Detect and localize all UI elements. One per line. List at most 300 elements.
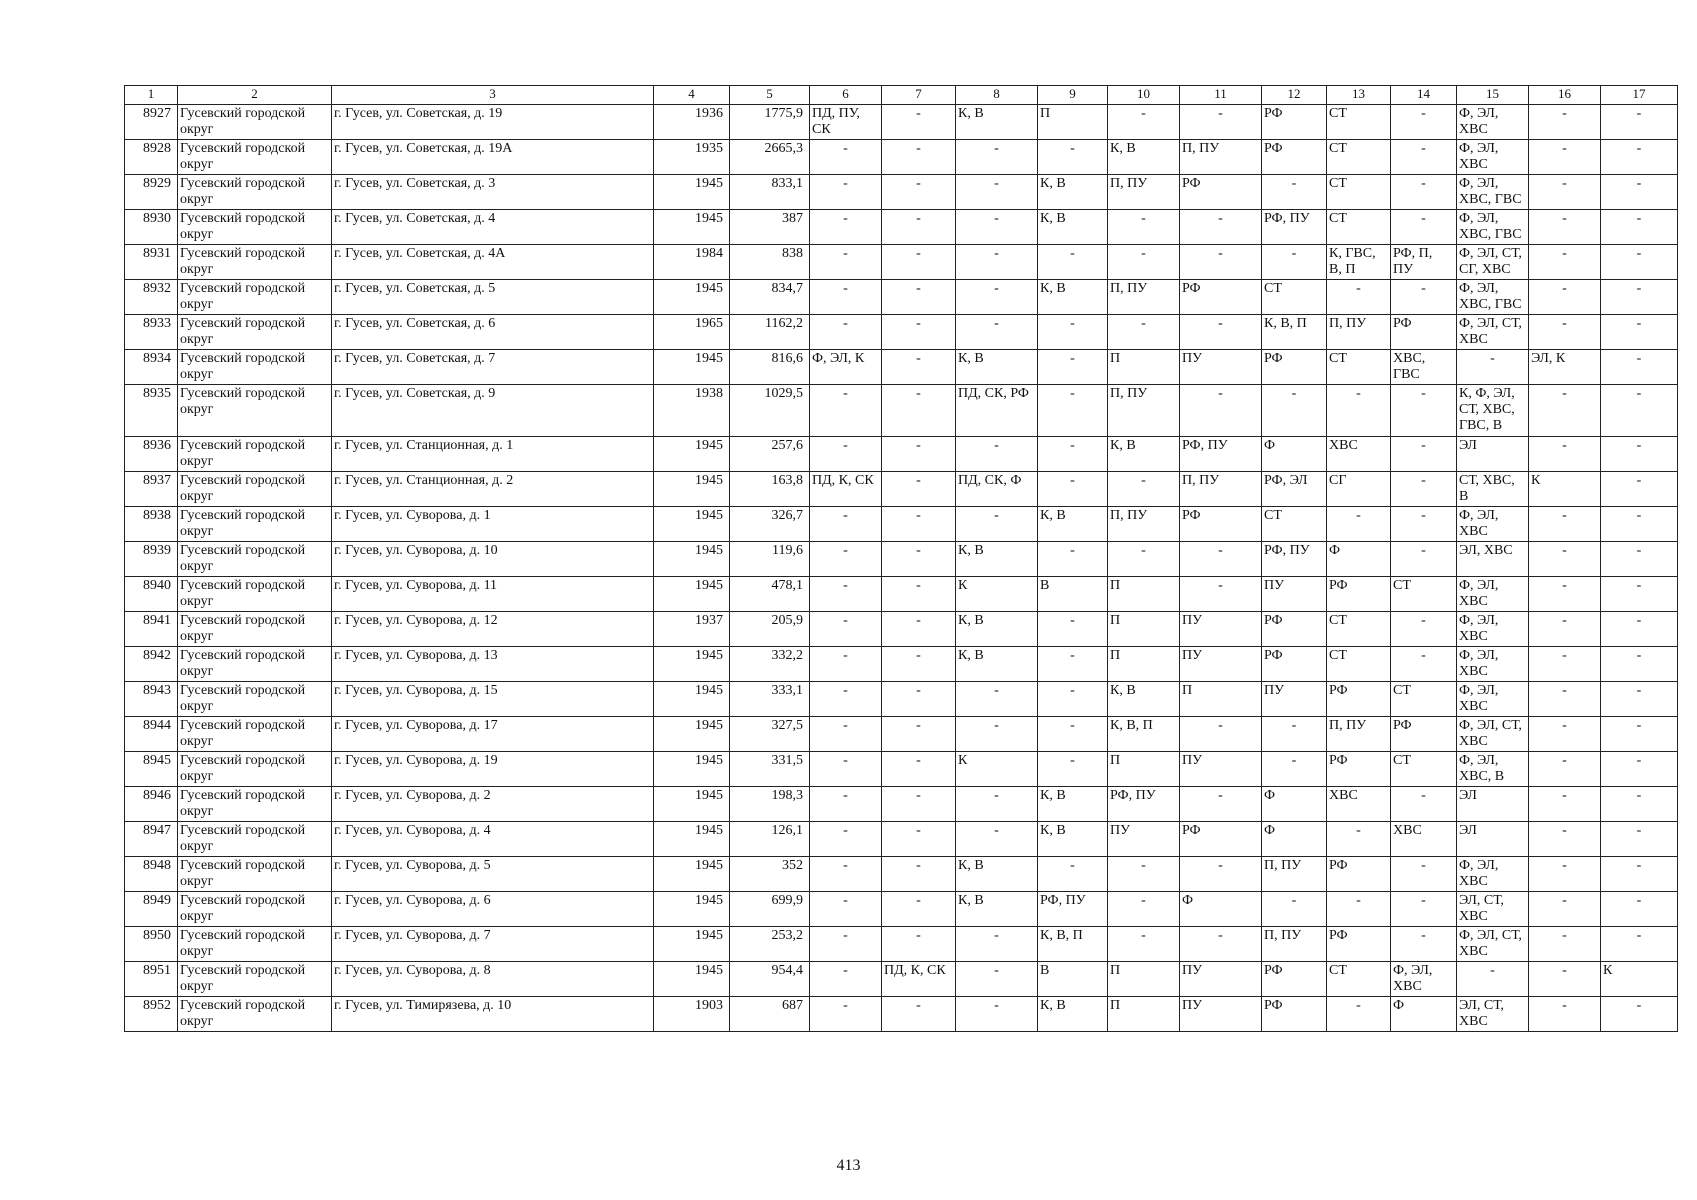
cell-district: Гусевский городской округ: [178, 245, 332, 280]
column-header-5: 5: [730, 86, 810, 105]
cell-col-15: ЭЛ: [1457, 787, 1529, 822]
cell-district: Гусевский городской округ: [178, 752, 332, 787]
cell-area: 954,4: [730, 962, 810, 997]
cell-col-8: К, В: [956, 350, 1038, 385]
cell-year-built: 1945: [654, 472, 730, 507]
cell-col-16: -: [1529, 682, 1601, 717]
cell-row-number: 8935: [125, 385, 178, 437]
cell-col-14: -: [1391, 787, 1457, 822]
cell-col-11: -: [1180, 542, 1262, 577]
cell-col-11: ПУ: [1180, 962, 1262, 997]
cell-col-14: РФ: [1391, 717, 1457, 752]
cell-address: г. Гусев, ул. Суворова, д. 17: [332, 717, 654, 752]
cell-year-built: 1945: [654, 752, 730, 787]
column-header-9: 9: [1038, 86, 1108, 105]
cell-col-15: Ф, ЭЛ, ХВС: [1457, 857, 1529, 892]
cell-col-17: -: [1601, 245, 1678, 280]
cell-col-10: К, В: [1108, 437, 1180, 472]
cell-year-built: 1965: [654, 315, 730, 350]
cell-col-12: -: [1262, 892, 1327, 927]
cell-year-built: 1945: [654, 682, 730, 717]
cell-area: 205,9: [730, 612, 810, 647]
cell-col-13: -: [1327, 997, 1391, 1032]
cell-col-7: -: [882, 927, 956, 962]
column-header-12: 12: [1262, 86, 1327, 105]
cell-year-built: 1945: [654, 350, 730, 385]
table-row: [125, 175, 1678, 210]
cell-col-12: РФ: [1262, 350, 1327, 385]
cell-col-8: -: [956, 437, 1038, 472]
cell-address: г. Гусев, ул. Суворова, д. 19: [332, 752, 654, 787]
cell-col-13: -: [1327, 385, 1391, 437]
cell-row-number: 8931: [125, 245, 178, 280]
cell-col-17: -: [1601, 315, 1678, 350]
cell-col-14: ХВС: [1391, 822, 1457, 857]
cell-district: Гусевский городской округ: [178, 717, 332, 752]
cell-col-7: -: [882, 315, 956, 350]
cell-col-9: -: [1038, 682, 1108, 717]
cell-col-7: -: [882, 437, 956, 472]
cell-row-number: 8944: [125, 717, 178, 752]
cell-col-15: Ф, ЭЛ, ХВС, ГВС: [1457, 175, 1529, 210]
cell-year-built: 1945: [654, 280, 730, 315]
cell-row-number: 8940: [125, 577, 178, 612]
cell-col-15: Ф, ЭЛ, СТ, ХВС: [1457, 315, 1529, 350]
cell-row-number: 8936: [125, 437, 178, 472]
cell-col-12: -: [1262, 175, 1327, 210]
cell-col-11: -: [1180, 385, 1262, 437]
cell-district: Гусевский городской округ: [178, 210, 332, 245]
cell-col-6: -: [810, 437, 882, 472]
cell-col-13: ХВС: [1327, 437, 1391, 472]
cell-col-14: СТ: [1391, 682, 1457, 717]
cell-col-10: П, ПУ: [1108, 175, 1180, 210]
cell-col-6: -: [810, 997, 882, 1032]
cell-col-8: -: [956, 140, 1038, 175]
cell-col-10: П: [1108, 350, 1180, 385]
cell-col-7: -: [882, 647, 956, 682]
cell-col-17: -: [1601, 280, 1678, 315]
cell-col-12: РФ: [1262, 962, 1327, 997]
cell-col-13: СТ: [1327, 210, 1391, 245]
cell-col-6: -: [810, 822, 882, 857]
cell-col-11: П: [1180, 682, 1262, 717]
cell-address: г. Гусев, ул. Суворова, д. 12: [332, 612, 654, 647]
cell-col-6: -: [810, 717, 882, 752]
cell-col-14: Ф: [1391, 997, 1457, 1032]
column-header-3: 3: [332, 86, 654, 105]
cell-area: 332,2: [730, 647, 810, 682]
cell-col-14: -: [1391, 857, 1457, 892]
cell-col-17: -: [1601, 612, 1678, 647]
cell-col-12: -: [1262, 385, 1327, 437]
cell-col-11: ПУ: [1180, 752, 1262, 787]
cell-area: 1029,5: [730, 385, 810, 437]
cell-col-17: -: [1601, 787, 1678, 822]
cell-col-7: -: [882, 822, 956, 857]
cell-address: г. Гусев, ул. Суворова, д. 5: [332, 857, 654, 892]
cell-col-8: ПД, СК, РФ: [956, 385, 1038, 437]
cell-area: 257,6: [730, 437, 810, 472]
cell-year-built: 1945: [654, 787, 730, 822]
cell-col-10: П, ПУ: [1108, 280, 1180, 315]
cell-address: г. Гусев, ул. Суворова, д. 8: [332, 962, 654, 997]
cell-col-12: Ф: [1262, 787, 1327, 822]
table-row: [125, 280, 1678, 315]
cell-col-11: ПУ: [1180, 997, 1262, 1032]
cell-area: 816,6: [730, 350, 810, 385]
cell-col-15: Ф, ЭЛ, ХВС: [1457, 612, 1529, 647]
column-header-14: 14: [1391, 86, 1457, 105]
cell-col-12: П, ПУ: [1262, 857, 1327, 892]
cell-area: 327,5: [730, 717, 810, 752]
cell-address: г. Гусев, ул. Суворова, д. 4: [332, 822, 654, 857]
column-header-17: 17: [1601, 86, 1678, 105]
cell-col-7: -: [882, 577, 956, 612]
cell-col-15: Ф, ЭЛ, ХВС, ГВС: [1457, 210, 1529, 245]
cell-col-9: К, В: [1038, 175, 1108, 210]
cell-col-16: -: [1529, 315, 1601, 350]
column-header-11: 11: [1180, 86, 1262, 105]
cell-col-6: -: [810, 385, 882, 437]
cell-col-7: ПД, К, СК: [882, 962, 956, 997]
cell-col-16: -: [1529, 437, 1601, 472]
cell-address: г. Гусев, ул. Советская, д. 6: [332, 315, 654, 350]
cell-col-9: РФ, ПУ: [1038, 892, 1108, 927]
cell-col-11: РФ: [1180, 175, 1262, 210]
cell-district: Гусевский городской округ: [178, 612, 332, 647]
cell-col-6: -: [810, 280, 882, 315]
cell-row-number: 8938: [125, 507, 178, 542]
cell-col-12: Ф: [1262, 437, 1327, 472]
table-row: [125, 892, 1678, 927]
cell-col-16: -: [1529, 857, 1601, 892]
cell-col-16: -: [1529, 245, 1601, 280]
cell-col-7: -: [882, 752, 956, 787]
cell-col-6: -: [810, 962, 882, 997]
cell-col-13: СТ: [1327, 612, 1391, 647]
cell-col-10: -: [1108, 892, 1180, 927]
cell-address: г. Гусев, ул. Советская, д. 19: [332, 105, 654, 140]
cell-row-number: 8949: [125, 892, 178, 927]
cell-col-10: -: [1108, 105, 1180, 140]
cell-col-17: -: [1601, 927, 1678, 962]
cell-col-8: К, В: [956, 647, 1038, 682]
cell-col-12: К, В, П: [1262, 315, 1327, 350]
table-body: [125, 105, 1678, 1032]
registry-table: [124, 85, 1678, 1032]
cell-district: Гусевский городской округ: [178, 927, 332, 962]
cell-col-12: П, ПУ: [1262, 927, 1327, 962]
cell-col-6: ПД, К, СК: [810, 472, 882, 507]
cell-col-12: РФ, ПУ: [1262, 210, 1327, 245]
cell-row-number: 8945: [125, 752, 178, 787]
cell-col-6: -: [810, 857, 882, 892]
cell-col-16: -: [1529, 280, 1601, 315]
cell-col-14: -: [1391, 280, 1457, 315]
cell-col-8: К, В: [956, 542, 1038, 577]
table-row: [125, 507, 1678, 542]
cell-year-built: 1945: [654, 577, 730, 612]
cell-col-16: -: [1529, 717, 1601, 752]
cell-col-11: -: [1180, 315, 1262, 350]
cell-col-16: -: [1529, 752, 1601, 787]
cell-col-17: -: [1601, 822, 1678, 857]
cell-col-12: РФ: [1262, 612, 1327, 647]
cell-col-9: В: [1038, 962, 1108, 997]
cell-col-14: -: [1391, 892, 1457, 927]
cell-area: 253,2: [730, 927, 810, 962]
cell-col-17: -: [1601, 647, 1678, 682]
cell-row-number: 8950: [125, 927, 178, 962]
cell-col-8: -: [956, 245, 1038, 280]
cell-col-14: РФ: [1391, 315, 1457, 350]
cell-col-10: П: [1108, 612, 1180, 647]
table-row: [125, 105, 1678, 140]
cell-area: 478,1: [730, 577, 810, 612]
cell-row-number: 8947: [125, 822, 178, 857]
cell-col-17: -: [1601, 717, 1678, 752]
cell-area: 352: [730, 857, 810, 892]
cell-col-11: ПУ: [1180, 612, 1262, 647]
cell-col-13: СТ: [1327, 647, 1391, 682]
cell-col-7: -: [882, 507, 956, 542]
cell-col-10: П: [1108, 962, 1180, 997]
cell-address: г. Гусев, ул. Советская, д. 5: [332, 280, 654, 315]
cell-row-number: 8952: [125, 997, 178, 1032]
cell-col-13: СТ: [1327, 350, 1391, 385]
cell-col-11: ПУ: [1180, 350, 1262, 385]
cell-col-9: К, В, П: [1038, 927, 1108, 962]
table-row: [125, 787, 1678, 822]
cell-district: Гусевский городской округ: [178, 507, 332, 542]
cell-col-15: СТ, ХВС, В: [1457, 472, 1529, 507]
cell-area: 1162,2: [730, 315, 810, 350]
cell-col-6: -: [810, 647, 882, 682]
cell-col-9: -: [1038, 385, 1108, 437]
table-row: [125, 717, 1678, 752]
cell-col-8: К, В: [956, 857, 1038, 892]
cell-year-built: 1945: [654, 647, 730, 682]
cell-col-11: -: [1180, 105, 1262, 140]
cell-col-15: Ф, ЭЛ, ХВС: [1457, 682, 1529, 717]
cell-col-14: -: [1391, 472, 1457, 507]
cell-area: 387: [730, 210, 810, 245]
cell-col-9: -: [1038, 752, 1108, 787]
cell-col-16: -: [1529, 822, 1601, 857]
cell-col-6: -: [810, 507, 882, 542]
cell-address: г. Гусев, ул. Суворова, д. 7: [332, 927, 654, 962]
cell-col-6: -: [810, 892, 882, 927]
cell-area: 119,6: [730, 542, 810, 577]
cell-district: Гусевский городской округ: [178, 472, 332, 507]
cell-col-14: -: [1391, 542, 1457, 577]
cell-address: г. Гусев, ул. Суворова, д. 11: [332, 577, 654, 612]
cell-col-6: -: [810, 315, 882, 350]
cell-col-14: -: [1391, 612, 1457, 647]
cell-col-13: СТ: [1327, 175, 1391, 210]
cell-district: Гусевский городской округ: [178, 140, 332, 175]
cell-col-16: -: [1529, 105, 1601, 140]
column-header-6: 6: [810, 86, 882, 105]
column-header-10: 10: [1108, 86, 1180, 105]
cell-col-7: -: [882, 787, 956, 822]
cell-col-15: Ф, ЭЛ, ХВС, ГВС: [1457, 280, 1529, 315]
cell-year-built: 1945: [654, 437, 730, 472]
cell-col-7: -: [882, 857, 956, 892]
cell-col-8: ПД, СК, Ф: [956, 472, 1038, 507]
cell-year-built: 1903: [654, 997, 730, 1032]
cell-col-9: К, В: [1038, 787, 1108, 822]
cell-col-17: -: [1601, 437, 1678, 472]
cell-col-17: -: [1601, 105, 1678, 140]
cell-col-14: СТ: [1391, 577, 1457, 612]
cell-col-17: -: [1601, 507, 1678, 542]
cell-col-9: -: [1038, 542, 1108, 577]
cell-address: г. Гусев, ул. Суворова, д. 1: [332, 507, 654, 542]
cell-col-17: -: [1601, 140, 1678, 175]
column-header-8: 8: [956, 86, 1038, 105]
cell-area: 1775,9: [730, 105, 810, 140]
cell-col-15: ЭЛ: [1457, 437, 1529, 472]
cell-col-6: -: [810, 927, 882, 962]
cell-row-number: 8946: [125, 787, 178, 822]
cell-address: г. Гусев, ул. Суворова, д. 15: [332, 682, 654, 717]
cell-district: Гусевский городской округ: [178, 892, 332, 927]
cell-year-built: 1945: [654, 542, 730, 577]
cell-address: г. Гусев, ул. Советская, д. 4: [332, 210, 654, 245]
cell-col-14: -: [1391, 140, 1457, 175]
cell-col-15: ЭЛ, СТ, ХВС: [1457, 892, 1529, 927]
cell-col-15: К, Ф, ЭЛ, СТ, ХВС, ГВС, В: [1457, 385, 1529, 437]
table-row: [125, 577, 1678, 612]
cell-col-16: -: [1529, 927, 1601, 962]
table-row: [125, 962, 1678, 997]
cell-area: 126,1: [730, 822, 810, 857]
cell-col-17: -: [1601, 210, 1678, 245]
cell-col-16: -: [1529, 997, 1601, 1032]
cell-col-11: П, ПУ: [1180, 140, 1262, 175]
cell-col-12: -: [1262, 245, 1327, 280]
cell-col-6: -: [810, 210, 882, 245]
cell-col-15: Ф, ЭЛ, ХВС: [1457, 105, 1529, 140]
cell-col-11: РФ, ПУ: [1180, 437, 1262, 472]
cell-address: г. Гусев, ул. Советская, д. 4А: [332, 245, 654, 280]
column-header-13: 13: [1327, 86, 1391, 105]
cell-col-16: -: [1529, 210, 1601, 245]
cell-col-11: -: [1180, 210, 1262, 245]
cell-col-13: ХВС: [1327, 787, 1391, 822]
cell-col-14: Ф, ЭЛ, ХВС: [1391, 962, 1457, 997]
cell-col-12: РФ: [1262, 105, 1327, 140]
cell-col-13: СТ: [1327, 140, 1391, 175]
cell-col-8: -: [956, 210, 1038, 245]
cell-col-16: ЭЛ, К: [1529, 350, 1601, 385]
cell-district: Гусевский городской округ: [178, 857, 332, 892]
cell-col-17: -: [1601, 682, 1678, 717]
cell-col-14: -: [1391, 927, 1457, 962]
cell-col-10: П: [1108, 577, 1180, 612]
cell-col-9: -: [1038, 472, 1108, 507]
cell-col-9: -: [1038, 857, 1108, 892]
table-row: [125, 437, 1678, 472]
cell-col-8: -: [956, 787, 1038, 822]
cell-col-8: -: [956, 507, 1038, 542]
cell-col-16: -: [1529, 612, 1601, 647]
cell-col-9: К, В: [1038, 997, 1108, 1032]
cell-area: 198,3: [730, 787, 810, 822]
cell-col-7: -: [882, 472, 956, 507]
cell-col-6: -: [810, 245, 882, 280]
table-row: [125, 245, 1678, 280]
cell-col-8: -: [956, 280, 1038, 315]
cell-col-11: Ф: [1180, 892, 1262, 927]
cell-col-6: -: [810, 787, 882, 822]
table-row: [125, 350, 1678, 385]
cell-area: 833,1: [730, 175, 810, 210]
table-row: [125, 472, 1678, 507]
cell-address: г. Гусев, ул. Суворова, д. 6: [332, 892, 654, 927]
table-row: [125, 542, 1678, 577]
cell-year-built: 1945: [654, 210, 730, 245]
cell-col-10: -: [1108, 542, 1180, 577]
table-row: [125, 385, 1678, 437]
cell-address: г. Гусев, ул. Суворова, д. 10: [332, 542, 654, 577]
cell-area: 838: [730, 245, 810, 280]
cell-col-6: -: [810, 752, 882, 787]
cell-district: Гусевский городской округ: [178, 542, 332, 577]
cell-col-11: -: [1180, 717, 1262, 752]
cell-col-9: В: [1038, 577, 1108, 612]
cell-col-13: Ф: [1327, 542, 1391, 577]
table-row: [125, 927, 1678, 962]
cell-col-13: -: [1327, 507, 1391, 542]
cell-col-6: ПД, ПУ, СК: [810, 105, 882, 140]
cell-col-10: -: [1108, 927, 1180, 962]
cell-col-10: П: [1108, 647, 1180, 682]
column-header-2: 2: [178, 86, 332, 105]
cell-col-14: -: [1391, 175, 1457, 210]
cell-col-15: Ф, ЭЛ, СТ, ХВС: [1457, 927, 1529, 962]
cell-col-15: Ф, ЭЛ, ХВС: [1457, 140, 1529, 175]
cell-col-8: -: [956, 175, 1038, 210]
cell-col-12: РФ: [1262, 997, 1327, 1032]
cell-col-17: -: [1601, 892, 1678, 927]
cell-col-10: -: [1108, 210, 1180, 245]
cell-row-number: 8929: [125, 175, 178, 210]
cell-col-7: -: [882, 717, 956, 752]
cell-district: Гусевский городской округ: [178, 647, 332, 682]
cell-address: г. Гусев, ул. Советская, д. 19А: [332, 140, 654, 175]
cell-col-16: -: [1529, 647, 1601, 682]
cell-col-10: П, ПУ: [1108, 385, 1180, 437]
cell-area: 163,8: [730, 472, 810, 507]
cell-col-12: РФ: [1262, 140, 1327, 175]
cell-col-9: -: [1038, 315, 1108, 350]
cell-col-8: -: [956, 717, 1038, 752]
table-row: [125, 210, 1678, 245]
cell-row-number: 8941: [125, 612, 178, 647]
column-header-15: 15: [1457, 86, 1529, 105]
cell-row-number: 8933: [125, 315, 178, 350]
cell-col-13: РФ: [1327, 682, 1391, 717]
cell-address: г. Гусев, ул. Станционная, д. 2: [332, 472, 654, 507]
cell-col-8: К, В: [956, 105, 1038, 140]
cell-col-10: К, В: [1108, 682, 1180, 717]
cell-col-15: Ф, ЭЛ, ХВС: [1457, 507, 1529, 542]
cell-col-7: -: [882, 682, 956, 717]
cell-district: Гусевский городской округ: [178, 787, 332, 822]
